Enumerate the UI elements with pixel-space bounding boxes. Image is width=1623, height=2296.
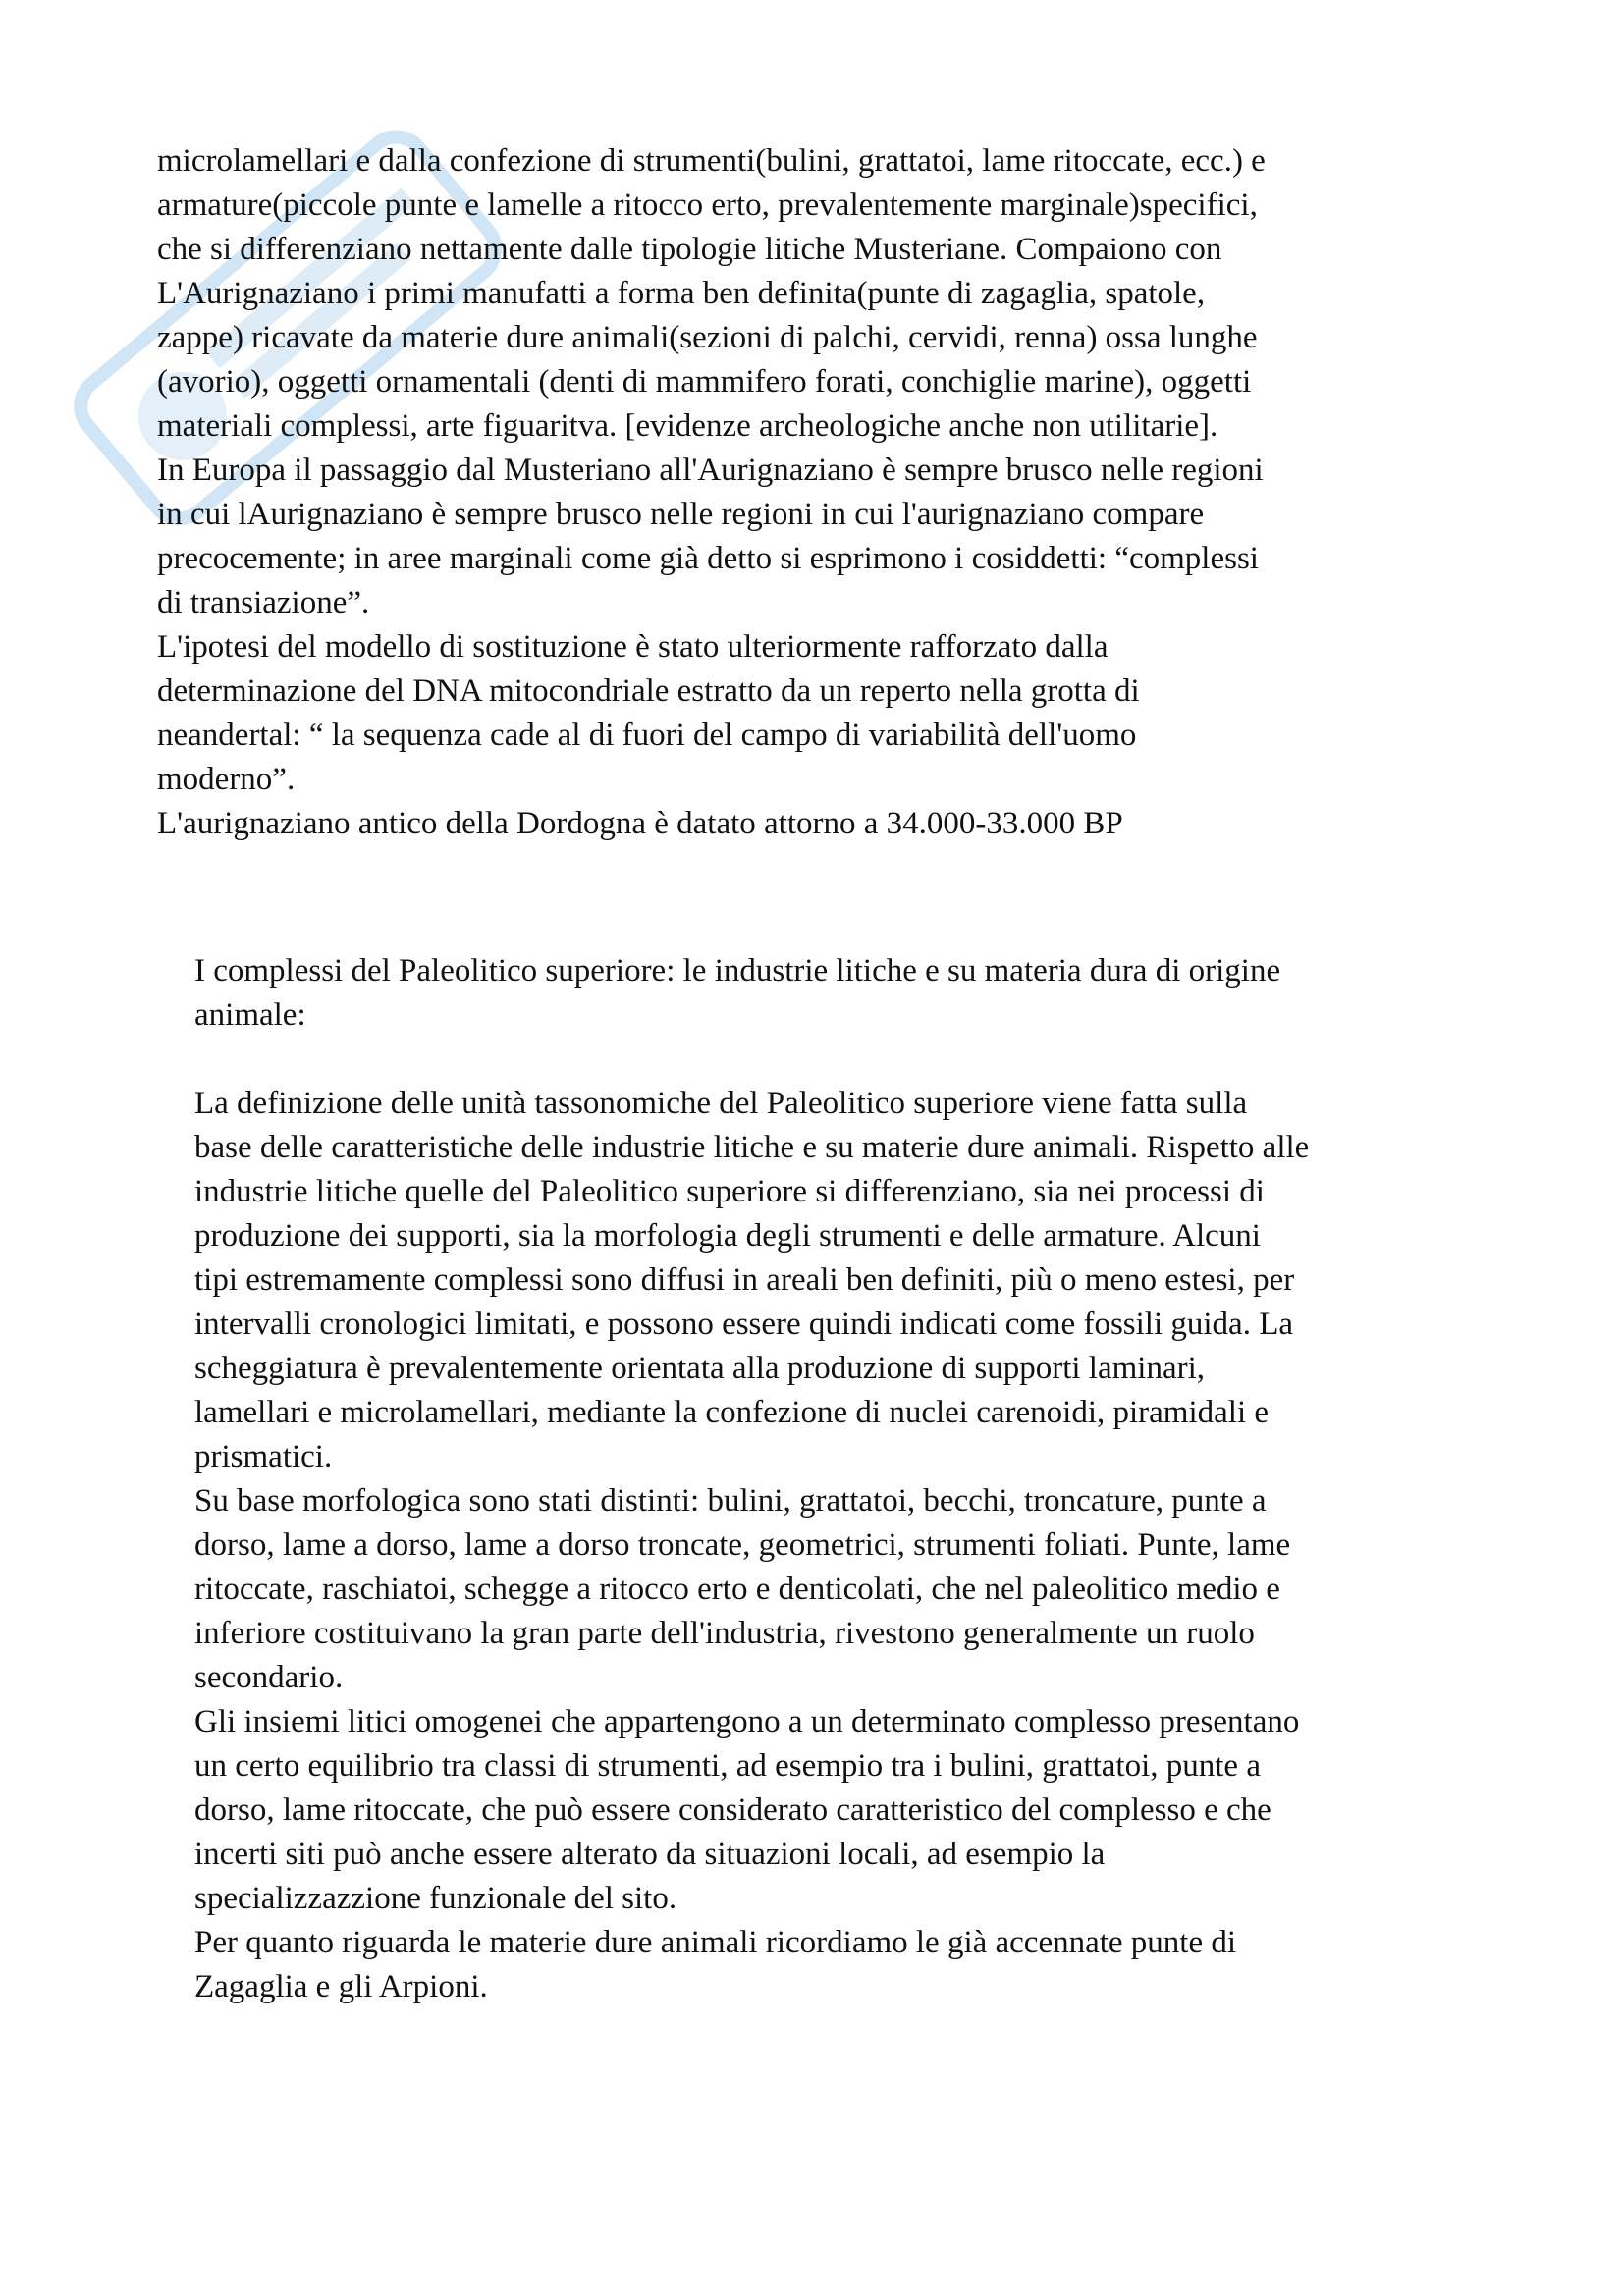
text-line: industrie litiche quelle del Paleolitico superiore si differenziano, sia nei processi di — [194, 1174, 1265, 1209]
text-line: inferiore costituivano la gran parte dell'industria, rivestono generalmente un ruolo — [194, 1616, 1255, 1651]
text-line: materiali complessi, arte figuaritva. [evidenze archeologiche anche non utilitarie]. — [157, 408, 1218, 444]
text-line: moderno”. — [157, 762, 296, 797]
text-line: neandertal: “ la sequenza cade al di fuori del campo di variabilità dell'uomo — [157, 718, 1137, 753]
text-line: L'aurignaziano antico della Dordogna è datato attorno a 34.000-33.000 BP — [157, 806, 1123, 841]
text-line: L'Aurignaziano i primi manufatti a forma ben definita(punte di zagaglia, spatole, — [157, 276, 1206, 311]
section-heading — [194, 949, 1530, 1038]
text-line: che si differenziano nettamente dalle tipologie litiche Musteriane. Compaiono con — [157, 232, 1222, 267]
text-line: Zagaglia e gli Arpioni. — [194, 1969, 488, 2004]
text-line: (avorio), oggetti ornamentali (denti di mammifero forati, conchiglie marine), oggetti — [157, 364, 1252, 400]
text-line: In Europa il passaggio dal Musteriano all'Aurignaziano è sempre brusco nelle regioni — [157, 453, 1264, 488]
text-line: lamellari e microlamellari, mediante la confezione di nuclei carenoidi, piramidali e — [194, 1395, 1270, 1430]
paragraph-aurignacian — [157, 139, 1492, 846]
text-line: scheggiatura è prevalentemente orientata alla produzione di supporti laminari, — [194, 1351, 1206, 1386]
text-line: dorso, lame ritoccate, che può essere considerato caratteristico del complesso e che — [194, 1792, 1271, 1828]
text-line: zappe) ricavate da materie dure animali(sezioni di palchi, cervidi, renna) ossa lunghe — [157, 320, 1258, 355]
text-line: di transiazione”. — [157, 585, 370, 620]
text-line: un certo equilibrio tra classi di strumenti, ad esempio tra i bulini, grattatoi, punte a — [194, 1748, 1261, 1784]
text-line: La definizione delle unità tassonomiche del Paleolitico superiore viene fatta sulla — [194, 1086, 1248, 1121]
text-line: Gli insiemi litici omogenei che appartengono a un determinato complesso presentano — [194, 1704, 1300, 1739]
text-line: produzione dei supporti, sia la morfologia degli strumenti e delle armature. Alcuni — [194, 1218, 1261, 1254]
heading-line: I complessi del Paleolitico superiore: le industrie litiche e su materia dura di origine — [194, 953, 1281, 988]
text-line: armature(piccole punte e lamelle a ritocco erto, prevalentemente marginale)specifici, — [157, 187, 1258, 223]
text-line: in cui lAurignaziano è sempre brusco nelle regioni in cui l'aurignaziano compare — [157, 497, 1205, 532]
text-line: precocemente; in aree marginali come già detto si esprimono i cosiddetti: “complessi — [157, 541, 1259, 576]
text-line: dorso, lame a dorso, lame a dorso troncate, geometrici, strumenti foliati. Punte, lame — [194, 1527, 1291, 1563]
heading-line: animale: — [194, 997, 306, 1033]
text-line: specializzazzione funzionale del sito. — [194, 1881, 677, 1916]
text-line: Per quanto riguarda le materie dure animali ricordiamo le già accennate punte di — [194, 1925, 1237, 1960]
text-line: microlamellari e dalla confezione di strumenti(bulini, grattatoi, lame ritoccate, ecc.) e — [157, 143, 1266, 179]
text-line: determinazione del DNA mitocondriale estratto da un reperto nella grotta di — [157, 673, 1140, 709]
text-line: Su base morfologica sono stati distinti: bulini, grattatoi, becchi, troncature, punte a — [194, 1483, 1267, 1519]
text-line: L'ipotesi del modello di sostituzione è stato ulteriormente rafforzato dalla — [157, 629, 1109, 665]
text-line: prismatici. — [194, 1439, 333, 1474]
text-line: intervalli cronologici limitati, e possono essere quindi indicati come fossili guida. La — [194, 1307, 1294, 1342]
text-line: secondario. — [194, 1660, 344, 1695]
text-line: ritoccate, raschiatoi, schegge a ritocco erto e denticolati, che nel paleolitico medio e — [194, 1572, 1280, 1607]
paragraph-upper-paleolithic — [194, 1082, 1530, 2009]
text-line: incerti siti può anche essere alterato da situazioni locali, ad esempio la — [194, 1837, 1106, 1872]
text-line: base delle caratteristiche delle industrie litiche e su materie dure animali. Rispetto alle — [194, 1130, 1310, 1165]
text-line: tipi estremamente complessi sono diffusi in areali ben definiti, più o meno estesi, per — [194, 1262, 1295, 1298]
